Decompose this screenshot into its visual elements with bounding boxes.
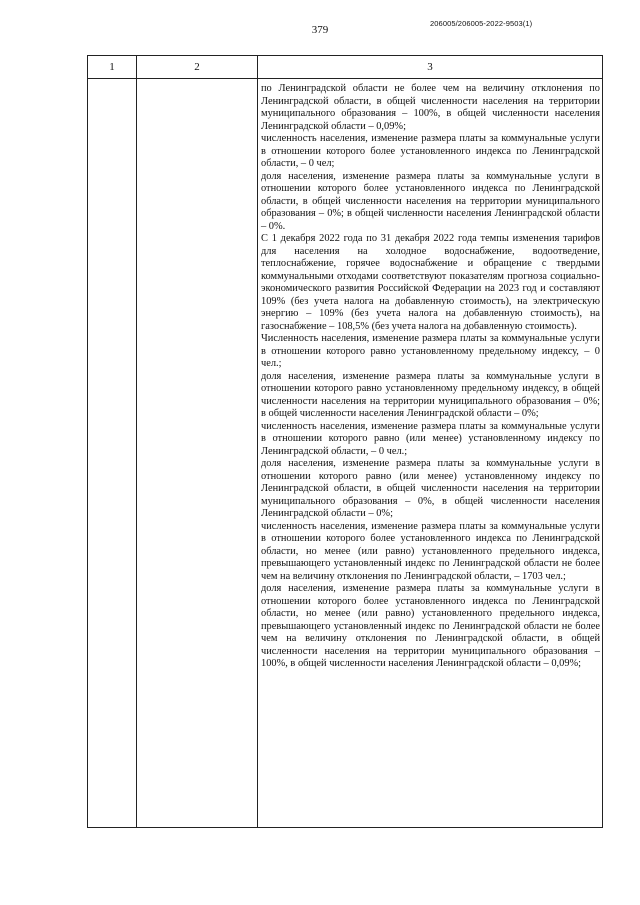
table-row [88, 79, 603, 828]
page-number: 379 [311, 24, 329, 36]
paragraph: доля населения, изменение размера платы за коммунальные услуги в отношении которого более установленного индекса по Ленинградской области, но менее (или равно) установленного предельного индекса, превышающего установленный индекс по Ленинградской области не более чем на величину отклонения по Ленинградской области, в общей численности населения на территории муниципального образования – 100%, в общей численности населения Ленинградской области – 0,09%; [261, 583, 600, 669]
paragraph: численность населения, изменение размера платы за коммунальные услуги в отношении которого более установленного индекса по Ленинградской области, но менее (или равно) установленного предельного индекса, превышающего установленный индекс по Ленинградской области не более чем на величину отклонения по Ленинградской области, – 1703 чел.; [261, 520, 600, 582]
cell-column-1 [88, 79, 137, 828]
paragraph: доля населения, изменение размера платы за коммунальные услуги в отношении которого более установленного индекса по Ленинградской области, в общей численности населения на территории муниципального образования – 0%; в общей численности населения Ленинградской области – 0%. [261, 170, 600, 232]
document-code: 206005/206005-2022-9503(1) [430, 19, 533, 28]
cell-column-3 [258, 79, 603, 828]
column-header-3: 3 [258, 56, 603, 79]
paragraph: доля населения, изменение размера платы за коммунальные услуги в отношении которого равно установленному предельному индексу, в общей численности населения на территории муниципального образования – 0%; в общей численности населения Ленинградской области – 0%; [261, 370, 600, 419]
paragraph: по Ленинградской области не более чем на величину отклонения по Ленинградской области, в общей численности населения на территории муниципального образования – 100%, в общей численности населения Ленинградской области – 0,09%; [261, 83, 600, 132]
paragraph: Численность населения, изменение размера платы за коммунальные услуги в отношении которого равно установленному предельному индексу, – 0 чел.; [261, 333, 600, 369]
paragraph: численность населения, изменение размера платы за коммунальные услуги в отношении которого равно (или менее) установленному индексу по Ленинградской области, – 0 чел.; [261, 420, 600, 457]
paragraph: С 1 декабря 2022 года по 31 декабря 2022 года темпы изменения тарифов для населения на холодное водоснабжение, водоотведение, теплоснабжение, горячее водоснабжение и обращение с твердыми коммунальными отходами соответствуют показателям прогноза социально-экономического развития Российской Федерации на 2023 год и составляют 109% (без учета налога на добавленную стоимость), на электрическую энергию – 109% (без учета налога на добавленную стоимость), на газоснабжение – 108,5% (без учета налога на добавленную стоимость). [261, 233, 600, 332]
paragraph: численность населения, изменение размера платы за коммунальные услуги в отношении которого более установленного индекса по Ленинградской области, – 0 чел; [261, 133, 600, 169]
cell-column-2 [137, 79, 258, 828]
paragraph: доля населения, изменение размера платы за коммунальные услуги в отношении которого равно (или менее) установленному индексу по Ленинградской области, в общей численности населения на территории муниципального образования – 0%, в общей численности населения Ленинградской области – 0%; [261, 458, 600, 519]
column-header-2: 2 [137, 56, 258, 79]
column-header-1: 1 [88, 56, 137, 79]
main-table [87, 55, 603, 828]
table-header-row [88, 56, 603, 79]
